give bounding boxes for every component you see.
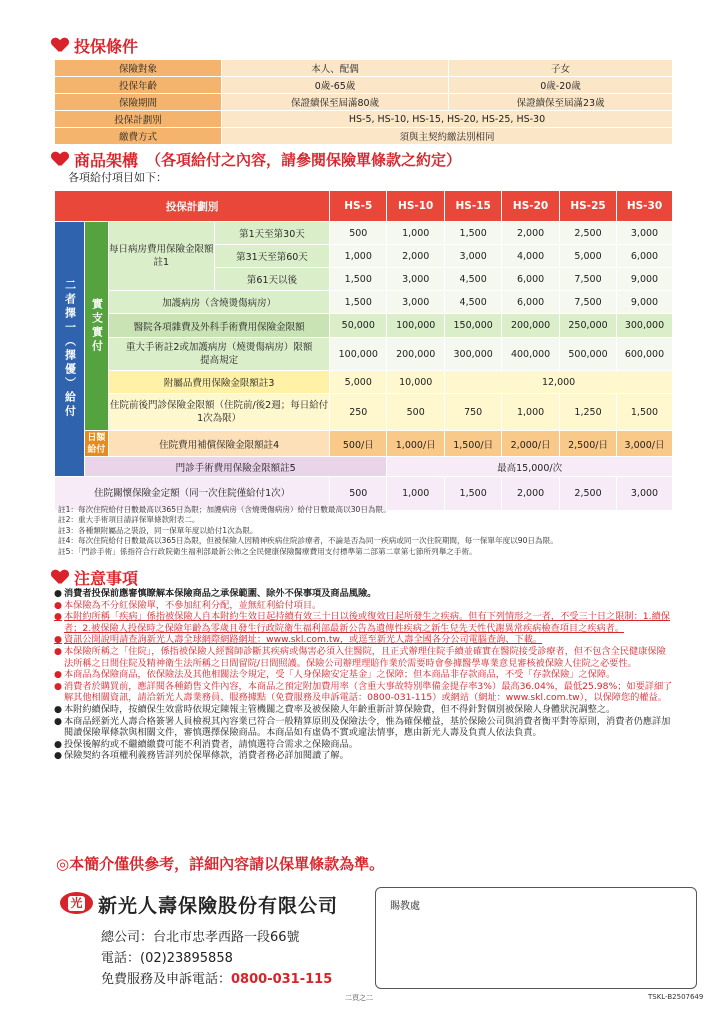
cond-value: 0歲-20歲 <box>449 77 673 94</box>
heart-icon <box>52 152 68 168</box>
cell: 3,000 <box>617 477 673 511</box>
cell: 9,000 <box>617 268 673 291</box>
cond-label: 保險對象 <box>55 60 222 77</box>
cell: 4,500 <box>445 268 502 291</box>
cond-label: 保險期間 <box>55 94 222 111</box>
notice-item: ● 資訊公開說明請查詢新光人壽全球網際網路網址：www.skl.com.tw，或逕至新光人壽全國各分公司電腦查詢、下載。 <box>54 634 543 646</box>
cell: 500,000 <box>560 338 617 371</box>
hotline: 免費服務及申訴電話：0800-031-115 <box>101 972 333 987</box>
side-label-daily: 日額給付 <box>84 431 108 457</box>
cell: 50,000 <box>330 314 387 338</box>
row-label: 住院前後門診保險金限額（住院前/後2週；每日給付1次為限） <box>108 394 329 431</box>
benefit-table <box>54 190 673 511</box>
notice-item: ● 消費者於購買前，應詳閱各種銷售文件內容，本商品之預定附加費用率（含重大事故特別準備金提存率3%）最高36.04%，最低25.98%；如要詳細了解其他相關資訊，請洽新光人壽業務員、服務據點（免費服務及申訴電話：0800-031-115）或網站（網址：www.skl.com.tw），以保障您的權益。 <box>54 680 673 704</box>
footnote: 註3：各種類附屬品之裝設，同一保單年度以給付1次為限。 <box>58 525 258 535</box>
cell: 3,000 <box>387 268 445 291</box>
cell: 4,500 <box>445 291 502 314</box>
cell: 200,000 <box>387 338 445 371</box>
cell: 500 <box>330 222 387 245</box>
page-number: 二頁之二 <box>345 994 373 1002</box>
footnote: 註5：「門診手術」係指符合行政院衛生福利部最新公佈之全民健康保險醫療費用支付標準第二部第二章第七節所列舉之手術。 <box>58 546 477 556</box>
cell: 300,000 <box>617 314 673 338</box>
notice-item: ● 本附約續保時，按續保生效當時依規定陳報主管機關之費率及被保險人年齡重新計算保險費，但不得針對個別被保險人身體狀況調整之。 <box>54 703 616 715</box>
cell: 2,000 <box>502 222 560 245</box>
side-label-either: 二者擇一（擇優）給付 <box>55 222 85 477</box>
cell: 250 <box>330 394 387 431</box>
section-title-notice: 注意事項 <box>52 566 138 589</box>
cond-value: HS-5, HS-10, HS-15, HS-20, HS-25, HS-30 <box>222 111 673 128</box>
notice-item: ● 本商品經新光人壽合格簽署人員檢視其內容業已符合一般精算原則及保險法令，惟為確保權益，基於保險公司與消費者衡平對等原則，消費者仍應詳加閱讀保險單條款與相關文件，審慎選擇保險商品。本商品如有虛偽不實或違法情事，應由新光人壽及負責人依法負責。 <box>54 715 671 739</box>
cell: 100,000 <box>330 338 387 371</box>
plan-header: HS-5 <box>330 191 387 222</box>
conditions-table <box>54 59 673 145</box>
cond-value: 保證續保至屆滿23歲 <box>449 94 673 111</box>
cond-value: 保證續保至屆滿80歲 <box>222 94 449 111</box>
cond-label: 投保計劃別 <box>55 111 222 128</box>
cell: 1,500 <box>445 222 502 245</box>
row-label: 第61天以後 <box>214 268 330 291</box>
plan-header: HS-15 <box>445 191 502 222</box>
cond-value: 須與主契約繳法別相同 <box>222 128 673 145</box>
row-label: 加護病房（含燒燙傷病房） <box>108 291 329 314</box>
footnote: 註2：重大手術項目請詳保單條款附表二。 <box>58 515 200 525</box>
cell: 3,000 <box>617 222 673 245</box>
row-label: 第31天至第60天 <box>214 245 330 268</box>
notice-list <box>54 588 674 762</box>
cell: 2,500/日 <box>560 431 617 457</box>
row-label: 醫院各項雜費及外科手術費用保險金限額 <box>108 314 329 338</box>
notice-item: ● 本附約所稱「疾病」係指被保險人自本附約生效日起持續有效三十日以後或復效日起所發生之疾病。但有下列情形之一者，不受三十日之限制：1.續保者；2.被保險人投保時之保險年齡為零歲且發生行政院衛生福利部最新公告為遺傳性疾病之新生兒先天性代謝異常疾病檢查項目之疾病者。 <box>54 611 670 634</box>
cell: 5,000 <box>330 371 387 394</box>
cell: 最高15,000/次 <box>387 457 673 477</box>
cell: 12,000 <box>445 371 673 394</box>
cell: 1,000/日 <box>387 431 445 457</box>
footnotes <box>58 505 678 557</box>
row-label: 附屬品費用保險金限額註3 <box>108 371 329 394</box>
row-label: 第1天至第30天 <box>214 222 330 245</box>
cell: 7,500 <box>560 268 617 291</box>
daily-room-label: 每日病房費用保險金限額註1 <box>108 222 214 291</box>
heart-icon <box>52 570 68 586</box>
cell: 500 <box>330 477 387 511</box>
heart-icon <box>52 38 68 54</box>
cell: 10,000 <box>387 371 445 394</box>
cell: 200,000 <box>502 314 560 338</box>
cell: 1,000 <box>387 477 445 511</box>
notice-item: ● 消費者投保前應審慎瞭解本保險商品之承保範圍、除外不保事項及商品風險。 <box>54 588 377 599</box>
company-logo: 光 <box>60 892 93 914</box>
cell: 1,250 <box>560 394 617 431</box>
cell: 2,000 <box>387 245 445 268</box>
cell: 1,000 <box>502 394 560 431</box>
plan-header: HS-10 <box>387 191 445 222</box>
cond-value: 0歲-65歲 <box>222 77 449 94</box>
cell: 1,500 <box>330 268 387 291</box>
cond-value: 本人、配偶 <box>222 60 449 77</box>
notice-item: ● 本保險為不分紅保險單，不參加紅利分配，並無紅利給付項目。 <box>54 599 322 611</box>
cell: 7,500 <box>560 291 617 314</box>
cell: 6,000 <box>502 268 560 291</box>
cell: 6,000 <box>617 245 673 268</box>
cell: 1,000 <box>387 222 445 245</box>
doc-code: TSKL-B2507649 <box>648 993 704 1001</box>
cell: 5,000 <box>560 245 617 268</box>
cond-label: 投保年齡 <box>55 77 222 94</box>
plan-header: HS-30 <box>617 191 673 222</box>
cell: 2,500 <box>560 477 617 511</box>
row-label: 門診手術費用保險金限額註5 <box>84 457 386 477</box>
section-title-conditions: 投保條件 <box>52 34 138 57</box>
notice-item: ● 投保後解約或不繼續繳費可能不利消費者，請慎選符合需求之保險商品。 <box>54 738 358 750</box>
stamp-box: 賜教處 <box>375 887 697 989</box>
cell: 1,500/日 <box>445 431 502 457</box>
reference-banner: ◎本簡介僅供參考，詳細內容請以保單條款為準。 <box>56 855 385 873</box>
section-title-structure: 商品架構 （各項給付之內容，請參閱保險單條款之約定） <box>52 148 461 171</box>
cell: 600,000 <box>617 338 673 371</box>
row-label: 住院關懷保險金定額（同一次住院僅給付1次） <box>55 477 330 511</box>
cell: 2,500 <box>560 222 617 245</box>
cell: 6,000 <box>502 291 560 314</box>
cell: 1,500 <box>617 394 673 431</box>
cell: 100,000 <box>387 314 445 338</box>
cell: 2,000 <box>502 477 560 511</box>
cell: 1,000 <box>330 245 387 268</box>
notice-item: ● 本保險所稱之「住院」，係指被保險人經醫師診斷其疾病或傷害必須入住醫院，且正式辦理住院手續並確實在醫院接受診療者，但不包含全民健康保險法所稱之日間住院及精神衛生法所稱之日間留院/日間照護。保險公司辦理理賠作業於需要時會參據醫學專業意見審核被保險人住院之必要性。 <box>54 645 666 669</box>
cell: 2,000/日 <box>502 431 560 457</box>
row-label: 住院費用補償保險金限額註4 <box>108 431 329 457</box>
row-label: 重大手術註2或加護病房（燒燙傷病房）限額提高規定 <box>108 338 329 371</box>
cell: 1,500 <box>445 477 502 511</box>
plan-header: HS-20 <box>502 191 560 222</box>
hq-address: 總公司：台北市忠孝西路一段66號 <box>101 930 300 945</box>
cell: 1,500 <box>330 291 387 314</box>
cell: 250,000 <box>560 314 617 338</box>
cond-value: 子女 <box>449 60 673 77</box>
cell: 750 <box>445 394 502 431</box>
cell: 9,000 <box>617 291 673 314</box>
footnote: 註1：每次住院給付日數最高以365日為限；加護病房（含燒燙傷病房）給付日數最高以30日為限。 <box>58 505 391 514</box>
cell: 4,000 <box>502 245 560 268</box>
plan-header: HS-25 <box>560 191 617 222</box>
cell: 150,000 <box>445 314 502 338</box>
cell: 500/日 <box>330 431 387 457</box>
side-label-actual: 實支實付 <box>84 222 108 431</box>
cell: 3,000/日 <box>617 431 673 457</box>
cell: 400,000 <box>502 338 560 371</box>
cond-label: 繳費方式 <box>55 128 222 145</box>
phone: 電話：(02)23895858 <box>101 951 233 966</box>
cell: 500 <box>387 394 445 431</box>
cell: 3,000 <box>387 291 445 314</box>
notice-item: ● 保險契約各項權利義務皆詳列於保單條款，消費者務必詳加閱讀了解。 <box>54 750 349 762</box>
cell: 3,000 <box>445 245 502 268</box>
company-name: 新光人壽保險股份有限公司 <box>98 895 339 917</box>
benefit-intro: 各項給付項目如下： <box>68 171 167 184</box>
cell: 300,000 <box>445 338 502 371</box>
notice-item: ● 本商品為保險商品，依保險法及其他相關法令規定，受「人身保險安定基金」之保障；但本商品非存款商品，不受「存款保險」之保障。 <box>54 669 616 681</box>
plan-header: 投保計劃別 <box>55 191 330 222</box>
footnote: 註4：每次住院給付日數最高以365日為限，但被保險人因精神疾病住院診療者，不論是否為同一疾病或同一次住院期間，每一保單年度以90日為限。 <box>58 536 558 546</box>
